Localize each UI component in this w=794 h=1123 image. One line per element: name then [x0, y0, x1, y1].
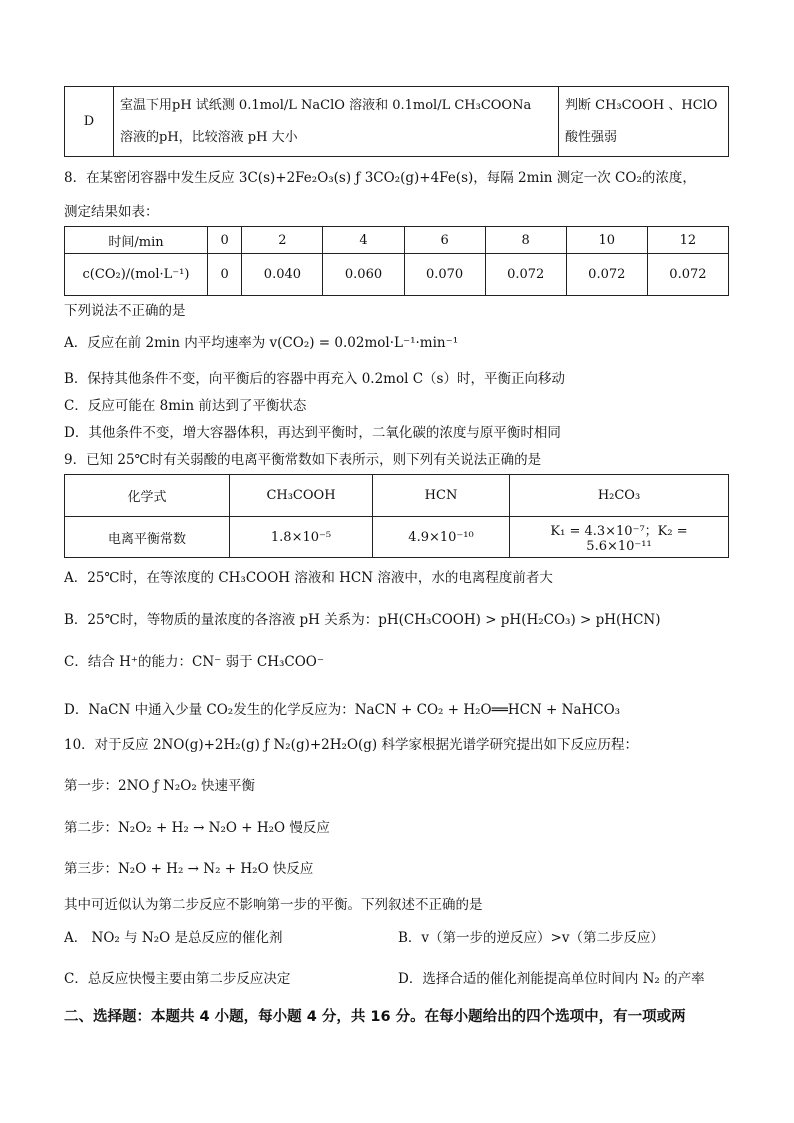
q8-time-row	[65, 227, 729, 254]
q10-option-c: C．总反应快慢主要由第二步反应决定	[64, 971, 291, 987]
q7-operation-line2: 溶液的pH，比较溶液 pH 大小	[120, 129, 298, 145]
q8-conc-cell: 0.072	[485, 254, 566, 296]
q8-time-cell: 12	[647, 227, 728, 254]
q8-option-d: D．其他条件不变，增大容器体积，再达到平衡时，二氧化碳的浓度与原平衡时相同	[64, 425, 561, 441]
q8-time-cell: 0	[208, 227, 242, 254]
q8-time-cell: 2	[242, 227, 323, 254]
q9-constant-cell: 4.9×10⁻¹⁰	[373, 517, 510, 558]
q8-option-a: A．反应在前 2min 内平均速率为 v(CO₂) = 0.02mol·L⁻¹·min⁻¹	[64, 335, 459, 351]
q9-option-b: B．25℃时，等物质的量浓度的各溶液 pH 关系为：pH(CH₃COOH) > pH(H₂CO₃) > pH(HCN)	[64, 612, 661, 628]
q9-constant-cell: K₁ = 4.3×10⁻⁷；K₂ = 5.6×10⁻¹¹	[510, 517, 729, 558]
q8-time-cell: 4	[323, 227, 404, 254]
q8-stem-line2: 测定结果如表：	[64, 204, 159, 220]
q8-conc-cell: 0.070	[404, 254, 485, 296]
q9-formula-cell: HCN	[373, 475, 510, 517]
q9-option-a: A．25℃时，在等浓度的 CH₃COOH 溶液和 HCN 溶液中，水的电离程度前者大	[64, 570, 553, 586]
q7-purpose-line2: 酸性强弱	[565, 129, 618, 145]
q10-step3: 第三步：N₂O + H₂ → N₂ + H₂O 快反应	[64, 861, 314, 877]
q8-option-c: C．反应可能在 8min 前达到了平衡状态	[64, 398, 307, 414]
q9-option-d: D．NaCN 中通入少量 CO₂发生的化学反应为：NaCN + CO₂ + H₂O══HCN + NaHCO₃	[64, 702, 621, 718]
q10-note: 其中可近似认为第二步反应不影响第一步的平衡。下列叙述不正确的是	[64, 897, 483, 913]
q10-step2: 第二步：N₂O₂ + H₂ → N₂O + H₂O 慢反应	[64, 820, 330, 836]
q10-stem: 10．对于反应 2NO(g)+2H₂(g) ƒ N₂(g)+2H₂O(g) 科学家根据光谱学研究提出如下反应历程：	[64, 737, 638, 753]
q9-option-c: C．结合 H⁺的能力：CN⁻ 弱于 CH₃COO⁻	[64, 654, 324, 670]
q9-constant-row	[65, 517, 729, 558]
section-2-heading: 二、选择题：本题共 4 小题，每小题 4 分，共 16 分。在每小题给出的四个选项中，有一项或两	[64, 1009, 686, 1025]
q8-time-cell: 8	[485, 227, 566, 254]
q10-step1: 第一步：2NO ƒ N₂O₂ 快速平衡	[64, 778, 256, 794]
q9-stem: 9．已知 25℃时有关弱酸的电离平衡常数如下表所示，则下列有关说法正确的是	[64, 452, 542, 468]
q8-time-cell: 6	[404, 227, 485, 254]
q9-formula-cell: CH₃COOH	[230, 475, 373, 517]
q7-purpose-line1: 判断 CH₃COOH 、HClO	[565, 97, 718, 113]
q8-conc-cell: 0.040	[242, 254, 323, 296]
q8-conc-cell: 0.072	[566, 254, 647, 296]
q8-time-header: 时间/min	[65, 227, 208, 254]
q7-table-row-d	[64, 86, 729, 157]
q7-row-label: D	[65, 87, 114, 157]
q9-formula-row	[65, 475, 729, 517]
q8-conc-cell: 0.072	[647, 254, 728, 296]
q8-conc-cell: 0.060	[323, 254, 404, 296]
q8-option-b: B．保持其他条件不变，向平衡后的容器中再充入 0.2mol C（s）时，平衡正向移动	[64, 371, 565, 387]
q8-time-cell: 10	[566, 227, 647, 254]
q9-formula-cell: H₂CO₃	[510, 475, 729, 517]
q9-formula-header: 化学式	[65, 475, 230, 517]
q10-option-b: B．v（第一步的逆反应）>v（第二步反应）	[398, 930, 664, 946]
q8-conc-cell: 0	[208, 254, 242, 296]
q9-constant-cell: 1.8×10⁻⁵	[230, 517, 373, 558]
q10-option-a: A． NO₂ 与 N₂O 是总反应的催化剂	[64, 930, 283, 946]
q7-operation-line1: 室温下用pH 试纸测 0.1mol/L NaClO 溶液和 0.1mol/L CH₃COONa	[120, 97, 532, 113]
q8-conc-row	[65, 254, 729, 296]
q8-stem-line1: 8．在某密闭容器中发生反应 3C(s)+2Fe₂O₃(s) ƒ 3CO₂(g)+4Fe(s)，每隔 2min 测定一次 CO₂的浓度，	[64, 170, 696, 186]
q9-table	[64, 474, 729, 558]
q8-conc-header: c(CO₂)/(mol·L⁻¹)	[65, 254, 208, 296]
q7-purpose-cell	[559, 87, 729, 157]
q8-table	[64, 226, 729, 296]
q10-option-d: D．选择合适的催化剂能提高单位时间内 N₂ 的产率	[398, 971, 705, 987]
q9-constant-header: 电离平衡常数	[65, 517, 230, 558]
q8-question: 下列说法不正确的是	[64, 303, 186, 319]
q7-operation-cell	[114, 87, 559, 157]
